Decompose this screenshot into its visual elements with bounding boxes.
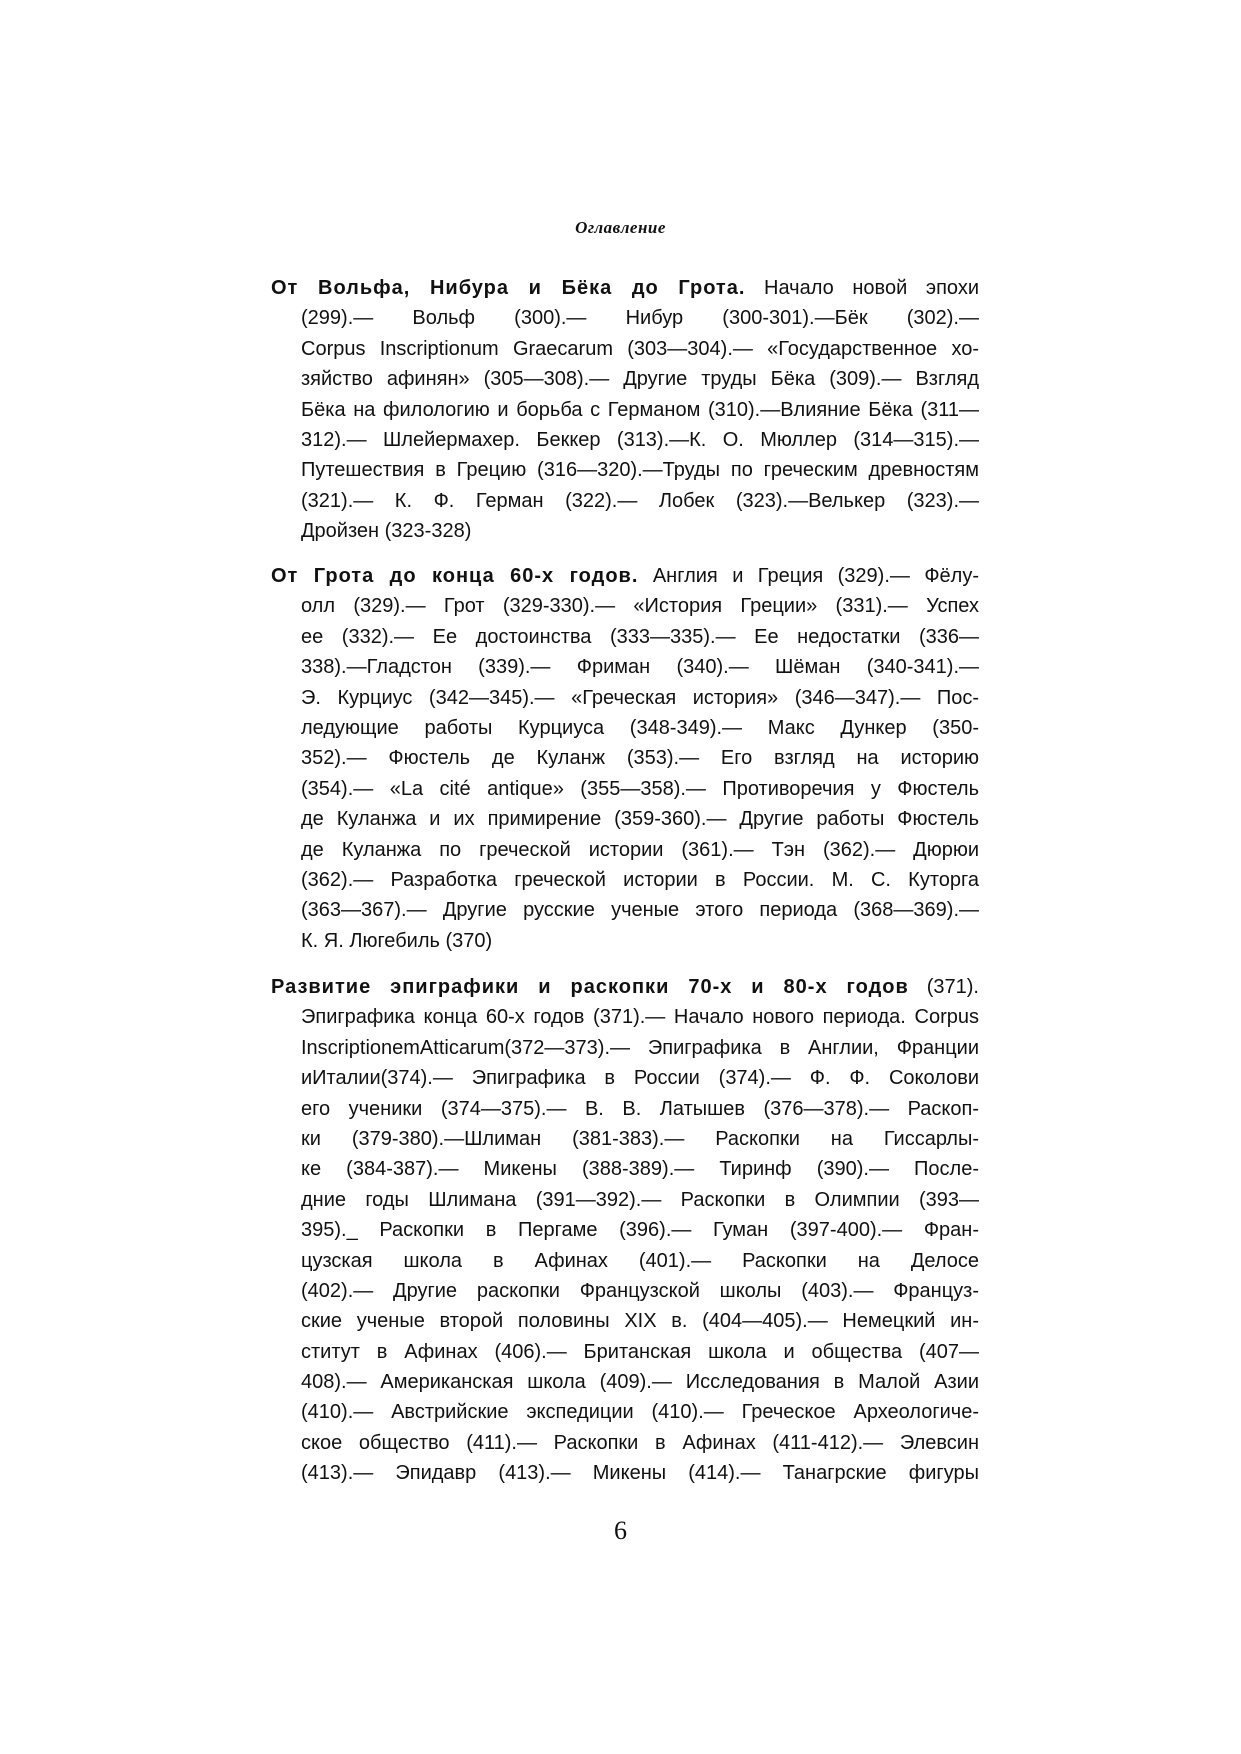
toc-entry-line [271, 926, 979, 956]
toc-entry-line [271, 1094, 979, 1124]
toc-entry-line [271, 455, 979, 485]
toc-entry-line [271, 804, 979, 834]
toc-entry-text: де Куланжа по греческой истории (361).— Тэн (362).— Дюрюи [301, 838, 979, 861]
toc-entry-line [271, 591, 979, 621]
toc-entry-line [271, 486, 979, 516]
toc-entry-text: 408).— Американская школа (409).— Исследования в Малой Азии [301, 1371, 979, 1394]
toc-entry-line [271, 774, 979, 804]
toc-entry-line [271, 425, 979, 455]
toc-entry-line [271, 895, 979, 925]
toc-entry-line [271, 1428, 979, 1458]
toc-entry-line [271, 303, 979, 333]
toc-entry-line [271, 683, 979, 713]
toc-entry-text: Corpus Inscriptionum Graecarum (303—304).— «Государственное хо- [301, 337, 979, 360]
toc-entry [271, 273, 979, 547]
toc-entry-text: ститут в Афинах (406).— Британская школа и общества (407— [301, 1340, 979, 1363]
toc-entry-line [271, 1246, 979, 1276]
toc-entry-heading-line [271, 561, 979, 591]
toc-entry-line [271, 516, 979, 546]
toc-entry-text: 395)._ Раскопки в Пергаме (396).— Гуман (397-400).— Фран- [301, 1219, 979, 1242]
toc-entry-line [271, 1185, 979, 1215]
toc-entry-line [271, 713, 979, 743]
toc-entry-line [271, 1063, 979, 1093]
toc-entry-text: (299).— Вольф (300).— Нибур (300-301).—Бёк (302).— [301, 307, 979, 330]
toc-entry-text: (371). [908, 976, 979, 998]
toc-entry-line [271, 1397, 979, 1427]
toc-entry-line [271, 1002, 979, 1032]
toc-entry-text: олл (329).— Грот (329-330).— «История Греции» (331).— Успех [301, 595, 979, 618]
toc-entry-text: Англия и Греция (329).— Фёлу- [638, 565, 979, 587]
toc-entry-line [271, 1276, 979, 1306]
toc-entry-text: InscriptionemAtticarum(372—373).— Эпиграфика в Англии, Франции [301, 1036, 979, 1059]
toc-entry-text: Начало новой эпохи [745, 277, 979, 299]
toc-entry-line [271, 865, 979, 895]
toc-entry-line [271, 1367, 979, 1397]
toc-entry-line [271, 1458, 979, 1488]
toc-entry-text: Эпиграфика конца 60-х годов (371).— Начало нового периода. Corpus [301, 1006, 979, 1029]
toc-entry-text: зяйство афинян» (305—308).— Другие труды Бёка (309).— Взгляд [301, 368, 979, 391]
toc-entry-text: (402).— Другие раскопки Французской школы (403).— Француз- [301, 1279, 979, 1302]
toc-entry-line [271, 1337, 979, 1367]
toc-entry-line [271, 835, 979, 865]
toc-entry-title: Развитие эпиграфики и раскопки 70-х и 80-х годов [271, 976, 909, 998]
toc-entry-line [271, 364, 979, 394]
toc-entry-text: ке (384-387).— Микены (388-389).— Тиринф (390).— После- [301, 1158, 979, 1181]
toc-entry [271, 972, 979, 1489]
toc-entry-line [271, 652, 979, 682]
toc-entry-text: (321).— К. Ф. Герман (322).— Лобек (323).—Велькер (323).— [301, 489, 979, 512]
toc-entry-line [271, 1124, 979, 1154]
toc-entry-line [271, 395, 979, 425]
toc-entry-title: От Грота до конца 60-х годов. [271, 565, 639, 587]
toc-entry-line [271, 622, 979, 652]
toc-entry-text: (410).— Австрийские экспедиции (410).— Греческое Археологиче- [301, 1401, 979, 1424]
toc-entry-text: ледующие работы Курциуса (348-349).— Макс Дункер (350- [301, 716, 979, 739]
toc-entry-text: Путешествия в Грецию (316—320).—Труды по греческим древностям [301, 459, 979, 482]
toc-entry-line [271, 1215, 979, 1245]
toc-entry-line [271, 334, 979, 364]
toc-entry-text: его ученики (374—375).— В. В. Латышев (376—378).— Раскоп- [301, 1097, 979, 1120]
toc-entry-text: ские ученые второй половины XIX в. (404—405).— Немецкий ин- [301, 1310, 979, 1333]
toc-entry-text: (413).— Эпидавр (413).— Микены (414).— Танагрские фигуры [301, 1462, 979, 1485]
toc-entry-line [271, 743, 979, 773]
toc-entry-line [271, 1306, 979, 1336]
running-head: Оглавление [575, 218, 666, 237]
toc-entry-heading-line [271, 972, 979, 1002]
toc-entry [271, 561, 979, 956]
toc-entry-text: Бёка на филологию и борьба с Германом (310).—Влияние Бёка (311— [301, 398, 979, 421]
toc-entry-text: иИталии(374).— Эпиграфика в России (374).— Ф. Ф. Соколови [301, 1067, 979, 1090]
toc-entry-text: ское общество (411).— Раскопки в Афинах (411-412).— Элевсин [301, 1431, 979, 1454]
toc-entry-text: Э. Курциус (342—345).— «Греческая история» (346—347).— Пос- [301, 686, 979, 709]
toc-entry-text: Дройзен (323-328) [301, 520, 472, 543]
toc-entry-text: 338).—Гладстон (339).— Фриман (340).— Шёман (340-341).— [301, 656, 979, 679]
toc-entry-heading-line [271, 273, 979, 303]
toc-entry-text: 312).— Шлейермахер. Беккер (313).—К. О. Мюллер (314—315).— [301, 428, 979, 451]
toc-entry-line [271, 1033, 979, 1063]
toc-entry-text: де Куланжа и их примирение (359-360).— Другие работы Фюстель [301, 808, 979, 831]
toc-entry-text: ее (332).— Ее достоинства (333—335).— Ее недостатки (336— [301, 625, 979, 648]
toc-entry-text: цузская школа в Афинах (401).— Раскопки на Делосе [301, 1249, 979, 1272]
toc-entry-line [271, 1154, 979, 1184]
toc-entry-title: От Вольфа, Нибура и Бёка до Грота. [271, 277, 746, 299]
toc-entry-text: 352).— Фюстель де Куланж (353).— Его взгляд на историю [301, 747, 979, 770]
toc-entry-text: К. Я. Люгебиль (370) [301, 929, 493, 952]
toc-entry-text: (354).— «La cité antique» (355—358).— Противоречия у Фюстель [301, 777, 979, 800]
toc-entry-text: дние годы Шлимана (391—392).— Раскопки в Олимпии (393— [301, 1188, 979, 1211]
toc-entry-text: (363—367).— Другие русские ученые этого периода (368—369).— [301, 899, 979, 922]
page-number: 6 [614, 1516, 627, 1545]
toc-entry-text: ки (379-380).—Шлиман (381-383).— Раскопки на Гиссарлы- [301, 1127, 979, 1150]
toc-entry-text: (362).— Разработка греческой истории в России. М. С. Куторга [301, 868, 979, 891]
